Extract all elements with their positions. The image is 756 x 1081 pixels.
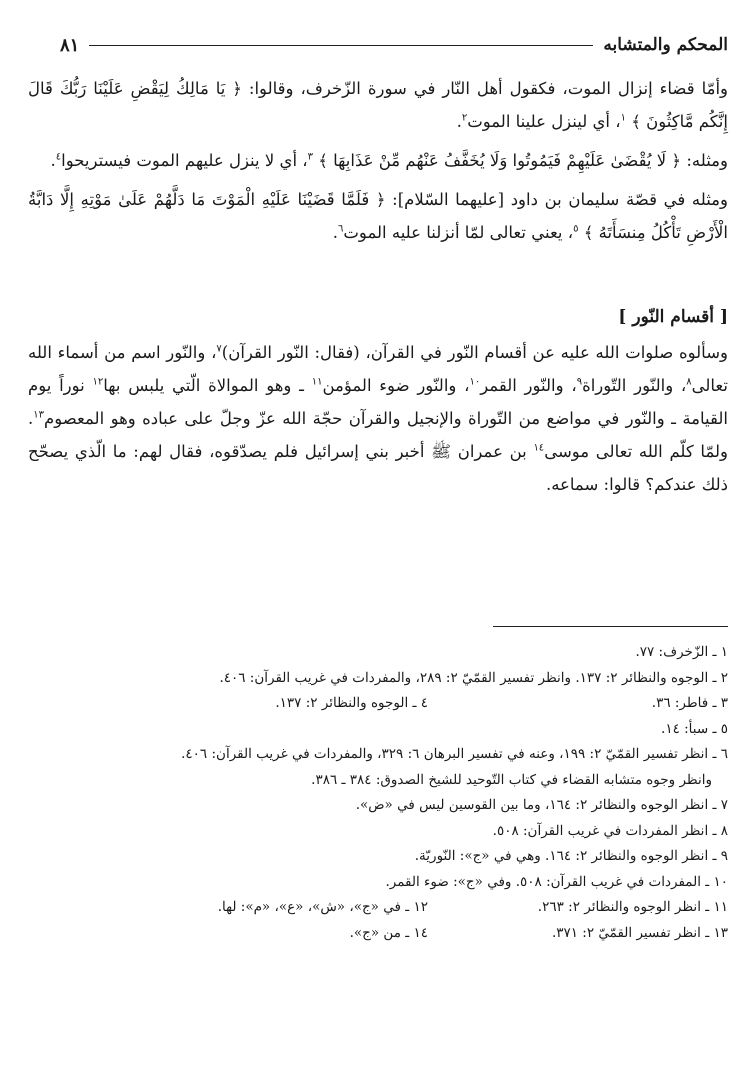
footnote: ٧ ـ انظر الوجوه والنظائر ٢: ١٦٤، وما بين القوسين ليس في «ض».	[355, 797, 728, 813]
footnote-pair	[40, 921, 728, 947]
footnote-ref[interactable]: ٥	[573, 223, 579, 235]
footnote: ٥ ـ سبأ: ١٤.	[661, 720, 728, 737]
footnote-ref[interactable]: ١٢	[92, 376, 104, 388]
section-heading: [ أقسام النّور ]	[618, 307, 728, 327]
running-title: المحكم والمتشابه	[603, 35, 728, 55]
page-number: ٨١	[60, 34, 80, 56]
footnote-pair	[40, 691, 728, 717]
footnote-pair	[40, 895, 728, 921]
footnote-ref[interactable]: ٤	[55, 151, 62, 163]
footnote: ١ ـ الزّخرف: ٧٧.	[635, 644, 728, 660]
footnote-ref[interactable]: ١٠	[469, 376, 481, 388]
footnote: ١٢ ـ في «ج»، «ش»، «ع»، «م»: لها.	[217, 899, 428, 915]
footnote-ref[interactable]: ٩	[576, 376, 583, 388]
footnote-ref[interactable]: ٦	[338, 223, 344, 235]
footnote: ٩ ـ انظر الوجوه والنظائر ٢: ١٦٤. وهي في «ج»: النّوريّة.	[414, 848, 728, 864]
footnote: ٦ ـ انظر تفسير القمّيّ ٢: ١٩٩، وعنه في تفسير البرهان ٦: ٣٢٩، والمفردات في غريب القرآن: ٤٠٦.	[181, 746, 728, 762]
footnote-ref[interactable]: ١	[620, 112, 626, 124]
section-paragraph: وسألوه صلوات الله عليه عن أقسام النّور في القرآن، (فقال: النّور القرآن)$^٧$، والنّور اسم من أسماء الله تعالى$^٨$، والنّور التّوراة$^٩$، والنّور القمر$^{١٠}$، والنّور ضوء المؤمن$^{١١}$ ـ وهو الموالاة الّتي يلبس بها$^{١٢}$ نوراً يوم القيامة ـ والنّور في مواضع من التّوراة والإنجيل والقرآن حجّة الله عزّ وجلّ على عباده وهو المعصوم$^{١٣}$. ولمّا كلّم الله تعالى موسى$^{١٤}$ بن عمران ﷺ أخبر بني إسرائيل فلم يصدّقوه، فقال لهم: ما الّذي يصحّح ذلك عندكم؟ قالوا: سماعه.	[28, 343, 729, 494]
footnote-separator	[493, 626, 728, 627]
footnote-ref[interactable]: ١٤	[533, 442, 545, 454]
footnotes	[40, 640, 728, 946]
footnote: ١٤ ـ من «ج».	[349, 924, 428, 941]
header-rule	[89, 45, 593, 46]
footnote: ١١ ـ انظر الوجوه والنظائر ٢: ٢٦٣.	[537, 899, 728, 915]
footnote-ref[interactable]: ١١	[311, 376, 323, 388]
footnote-ref[interactable]: ٢	[461, 112, 468, 124]
footnote: ٣ ـ فاطر: ٣٦.	[651, 695, 728, 711]
paragraph: ومثله في قصّة سليمان بن داود [عليهما السّلام]: ﴿ فَلَمَّا قَضَيْنَا عَلَيْهِ الْمَوْتَ مَا دَلَّهُمْ عَلَىٰ مَوْتِهِ إِلَّا دَابَّةُ الْأَرْضِ تَأْكُلُ مِنسَأَتَهُ ﴾ $^٥$، يعني تعالى لمّا أنزلنا عليه الموت$^٦$.	[28, 190, 728, 242]
footnote: ٨ ـ انظر المفردات في غريب القرآن: ٥٠٨.	[492, 822, 728, 839]
footnote: ٤ ـ الوجوه والنظائر ٢: ١٣٧.	[275, 695, 428, 711]
paragraph: وأمّا قضاء إنزال الموت، فكقول أهل النّار في سورة الزّخرف، وقالوا: ﴿ يَا مَالِكُ لِيَقْضِ عَلَيْنَا رَبُّكَ قَالَ إِنَّكُم مَّاكِثُونَ ﴾ $^١$، أي لينزل علينا الموت$^٢$.	[28, 79, 728, 131]
page-header	[60, 30, 728, 60]
footnote-ref[interactable]: ٧	[216, 343, 222, 355]
footnote-continuation: وانظر وجوه متشابه القضاء في كتاب التّوحيد للشيخ الصدوق: ٣٨٤ ـ ٣٨٦.	[311, 771, 712, 788]
footnote-ref[interactable]: ١٣	[33, 409, 44, 421]
paragraph: ومثله: ﴿ لَا يُقْضَىٰ عَلَيْهِمْ فَيَمُوتُوا وَلَا يُخَفَّفُ عَنْهُم مِّنْ عَذَابِهَا ﴾ $^٣$، أي لا ينزل عليهم الموت فيستريحوا$^٤$.	[50, 151, 728, 170]
footnote: ١٠ ـ المفردات في غريب القرآن: ٥٠٨. وفي «ج»: ضوء القمر.	[385, 873, 728, 890]
footnote-ref[interactable]: ٣	[307, 151, 313, 163]
footnote: ١٣ ـ انظر تفسير القمّيّ ٢: ٣٧١.	[551, 924, 728, 941]
main-text	[28, 72, 728, 507]
footnote: ٢ ـ الوجوه والنظائر ٢: ١٣٧. وانظر تفسير القمّيّ ٢: ٢٨٩، والمفردات في غريب القرآن: ٤٠٦.	[219, 669, 728, 686]
footnote-ref[interactable]: ٨	[686, 376, 692, 388]
